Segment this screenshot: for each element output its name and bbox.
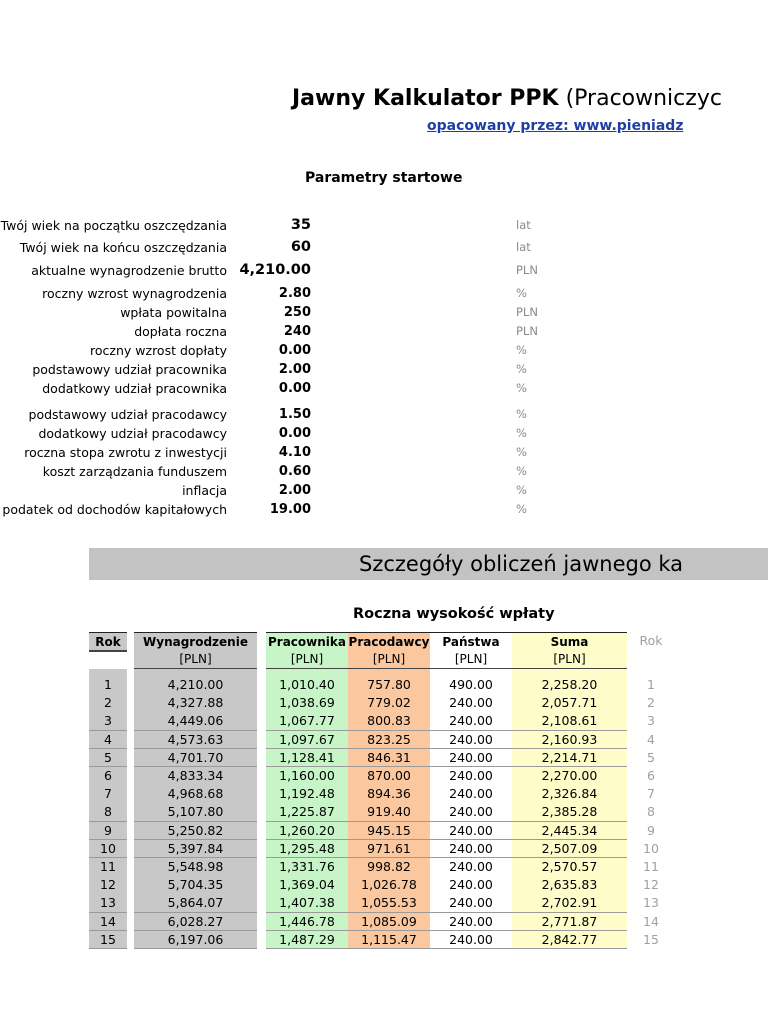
param-row <box>0 261 560 280</box>
column-header: Suma <box>512 633 627 652</box>
section-title: Szczegóły obliczeń jawnego ka <box>359 552 684 576</box>
table-cell: 1,067.77 <box>266 712 348 731</box>
table-cell: 1,010.40 <box>266 676 348 695</box>
table-cell: 1,085.09 <box>348 913 430 932</box>
param-label: roczny wzrost dopłaty <box>90 343 227 358</box>
table-cell: 1,225.87 <box>266 803 348 822</box>
column-spacer <box>512 669 627 676</box>
table-cell: 998.82 <box>348 858 430 877</box>
table-heading: Roczna wysokość wpłaty <box>353 606 555 622</box>
table-cell: 240.00 <box>430 876 512 895</box>
row-year-right: 1 <box>647 677 655 692</box>
column-spacer <box>430 669 512 676</box>
param-value[interactable]: 35 <box>290 217 311 233</box>
column-unit: [PLN] <box>512 650 627 669</box>
column-unit: [PLN] <box>430 650 512 669</box>
table-cell: 240.00 <box>430 894 512 913</box>
param-row <box>0 443 560 462</box>
table-cell: 240.00 <box>430 803 512 822</box>
table-cell: 1,160.00 <box>266 767 348 786</box>
param-unit: % <box>516 502 527 516</box>
table-cell: 2,258.20 <box>512 676 627 695</box>
column-unit: [PLN] <box>348 650 430 669</box>
table-cell: 6 <box>89 767 127 786</box>
row-year-right: 13 <box>643 895 659 911</box>
param-unit: % <box>516 362 527 376</box>
table-cell: 2,635.83 <box>512 876 627 895</box>
param-row <box>0 341 560 360</box>
table-cell: 10 <box>89 840 127 859</box>
table-cell: 240.00 <box>430 749 512 768</box>
param-label: dodatkowy udział pracodawcy <box>38 426 227 441</box>
column-header: Rok <box>89 633 127 652</box>
table-cell: 2,570.57 <box>512 858 627 877</box>
table-cell: 5,250.82 <box>134 822 257 841</box>
column-unit <box>89 650 127 651</box>
table-cell: 240.00 <box>430 731 512 750</box>
table-cell: 1,192.48 <box>266 785 348 804</box>
row-year-right: 2 <box>647 695 655 711</box>
column-spacer <box>266 669 348 676</box>
param-label: koszt zarządzania funduszem <box>42 464 227 479</box>
table-cell: 1,487.29 <box>266 931 348 950</box>
table-cell: 240.00 <box>430 712 512 731</box>
table-cell: 7 <box>89 785 127 804</box>
param-label: podstawowy udział pracodawcy <box>28 407 227 422</box>
param-row <box>0 322 560 341</box>
table-cell: 240.00 <box>430 858 512 877</box>
table-cell: 2 <box>89 694 127 713</box>
row-year-right: 7 <box>647 786 655 802</box>
param-label: wpłata powitalna <box>120 305 227 320</box>
row-year-right: 8 <box>647 804 655 820</box>
param-unit: % <box>516 483 527 497</box>
table-cell: 1,128.41 <box>266 749 348 768</box>
table-cell: 4,968.68 <box>134 785 257 804</box>
param-label: aktualne wynagrodzenie brutto <box>31 263 227 278</box>
column-unit: [PLN] <box>266 650 348 669</box>
table-cell: 2,160.93 <box>512 731 627 750</box>
param-value[interactable]: 4,210.00 <box>239 262 311 278</box>
table-cell: 2,702.91 <box>512 894 627 913</box>
param-unit: % <box>516 426 527 440</box>
table-cell: 1,369.04 <box>266 876 348 895</box>
row-year-right: 11 <box>643 859 659 874</box>
table-cell: 2,057.71 <box>512 694 627 713</box>
table-cell: 1,446.78 <box>266 913 348 932</box>
table-cell: 823.25 <box>348 731 430 750</box>
table-cell: 846.31 <box>348 749 430 768</box>
param-value[interactable]: 19.00 <box>269 502 311 517</box>
table-cell: 1,407.38 <box>266 894 348 913</box>
table-cell: 3 <box>89 712 127 731</box>
table-cell: 9 <box>89 822 127 841</box>
column-spacer <box>348 669 430 676</box>
table-cell: 4,327.88 <box>134 694 257 713</box>
param-row <box>0 216 560 235</box>
title-bold: Jawny Kalkulator PPK <box>292 86 559 111</box>
param-unit: lat <box>516 218 531 232</box>
param-label: roczna stopa zwrotu z inwestycji <box>24 445 227 460</box>
table-cell: 490.00 <box>430 676 512 695</box>
param-unit: % <box>516 381 527 395</box>
param-row <box>0 405 560 424</box>
param-row <box>0 238 560 257</box>
table-cell: 8 <box>89 803 127 822</box>
row-year-right: 4 <box>647 731 655 747</box>
param-unit: % <box>516 286 527 300</box>
table-cell: 240.00 <box>430 840 512 859</box>
param-value[interactable]: 240 <box>283 324 311 339</box>
row-year-right: 9 <box>647 822 655 838</box>
table-cell: 12 <box>89 876 127 895</box>
table-cell: 2,326.84 <box>512 785 627 804</box>
table-cell: 757.80 <box>348 676 430 695</box>
param-value[interactable]: 4.10 <box>278 445 311 460</box>
table-cell: 5,397.84 <box>134 840 257 859</box>
param-unit: % <box>516 343 527 357</box>
table-cell: 5,107.80 <box>134 803 257 822</box>
table-cell: 15 <box>89 931 127 950</box>
param-value[interactable]: 0.00 <box>278 426 311 441</box>
table-cell: 14 <box>89 913 127 932</box>
table-cell: 5,704.35 <box>134 876 257 895</box>
row-year-right: 3 <box>647 713 655 729</box>
table-cell: 1,331.76 <box>266 858 348 877</box>
table-cell: 240.00 <box>430 767 512 786</box>
param-row <box>0 424 560 443</box>
param-label: inflacja <box>182 483 227 498</box>
param-value[interactable]: 2.00 <box>278 362 311 377</box>
column-header-rok-right: Rok <box>639 633 663 648</box>
table-cell: 894.36 <box>348 785 430 804</box>
table-cell: 1,295.48 <box>266 840 348 859</box>
row-year-right: 10 <box>643 840 659 856</box>
table-cell: 5 <box>89 749 127 768</box>
param-value[interactable]: 2.80 <box>278 286 311 301</box>
param-label: dodatkowy udział pracownika <box>42 381 227 396</box>
table-cell: 5,548.98 <box>134 858 257 877</box>
title-row <box>0 84 722 118</box>
param-unit: PLN <box>516 324 538 338</box>
table-cell: 1,115.47 <box>348 931 430 950</box>
table-cell: 2,385.28 <box>512 803 627 822</box>
table-cell: 2,214.71 <box>512 749 627 768</box>
table-cell: 2,507.09 <box>512 840 627 859</box>
table-cell: 240.00 <box>430 931 512 950</box>
row-year-right: 15 <box>643 931 659 947</box>
table-cell: 4,210.00 <box>134 676 257 695</box>
param-value[interactable]: 60 <box>290 239 311 255</box>
row-year-right: 5 <box>647 749 655 765</box>
table-cell: 240.00 <box>430 694 512 713</box>
table-cell: 1,260.20 <box>266 822 348 841</box>
param-unit: PLN <box>516 263 538 277</box>
param-value[interactable]: 0.60 <box>278 464 311 479</box>
param-value[interactable]: 2.00 <box>278 483 311 498</box>
table-cell: 1,026.78 <box>348 876 430 895</box>
param-row <box>0 379 560 398</box>
param-row <box>0 303 560 322</box>
table-cell: 240.00 <box>430 913 512 932</box>
param-row <box>0 462 560 481</box>
column-header: Wynagrodzenie <box>134 633 257 652</box>
table-cell: 6,197.06 <box>134 931 257 950</box>
table-cell: 240.00 <box>430 785 512 804</box>
table-cell: 800.83 <box>348 712 430 731</box>
column-header: Pracownika <box>266 633 348 652</box>
param-unit: % <box>516 407 527 421</box>
table-cell: 2,445.34 <box>512 822 627 841</box>
param-unit: lat <box>516 240 531 254</box>
table-cell: 779.02 <box>348 694 430 713</box>
column-header: Pracodawcy <box>348 633 430 652</box>
author-link[interactable]: opacowany przez: www.pieniadz <box>427 118 684 134</box>
table-cell: 2,771.87 <box>512 913 627 932</box>
column-spacer <box>134 669 257 676</box>
table-cell: 4,449.06 <box>134 712 257 731</box>
param-value[interactable]: 250 <box>283 305 311 320</box>
param-label: roczny wzrost wynagrodzenia <box>42 286 227 301</box>
table-cell: 2,270.00 <box>512 767 627 786</box>
table-cell: 4,573.63 <box>134 731 257 750</box>
param-label: Twój wiek na początku oszczędzania <box>0 218 227 233</box>
table-cell: 1,055.53 <box>348 894 430 913</box>
param-label: Twój wiek na końcu oszczędzania <box>19 240 227 255</box>
params-heading: Parametry startowe <box>305 170 463 186</box>
table-cell: 971.61 <box>348 840 430 859</box>
table-cell: 5,864.07 <box>134 894 257 913</box>
column-spacer <box>89 669 127 676</box>
table-cell: 2,842.77 <box>512 931 627 950</box>
param-unit: PLN <box>516 305 538 319</box>
param-unit: % <box>516 445 527 459</box>
param-value[interactable]: 0.00 <box>278 381 311 396</box>
table-cell: 13 <box>89 894 127 913</box>
table-cell: 4,701.70 <box>134 749 257 768</box>
param-value[interactable]: 0.00 <box>278 343 311 358</box>
table-cell: 945.15 <box>348 822 430 841</box>
param-label: dopłata roczna <box>134 324 227 339</box>
param-unit: % <box>516 464 527 478</box>
title-rest: (Pracowniczyc <box>565 86 722 111</box>
table-cell: 1 <box>89 676 127 695</box>
row-year-right: 14 <box>643 913 659 929</box>
table-cell: 2,108.61 <box>512 712 627 731</box>
row-year-right: 6 <box>647 768 655 783</box>
column-header: Państwa <box>430 633 512 652</box>
param-row <box>0 481 560 500</box>
table-cell: 870.00 <box>348 767 430 786</box>
row-year-right: 12 <box>643 877 659 893</box>
column-unit: [PLN] <box>134 650 257 669</box>
link-row <box>0 116 684 138</box>
table-cell: 240.00 <box>430 822 512 841</box>
param-row <box>0 284 560 303</box>
param-row <box>0 500 560 519</box>
page-title <box>292 84 722 114</box>
param-label: podstawowy udział pracownika <box>32 362 227 377</box>
table-cell: 4,833.34 <box>134 767 257 786</box>
table-cell: 1,038.69 <box>266 694 348 713</box>
table-cell: 1,097.67 <box>266 731 348 750</box>
param-value[interactable]: 1.50 <box>278 407 311 422</box>
table-cell: 6,028.27 <box>134 913 257 932</box>
param-row <box>0 360 560 379</box>
section-bar <box>89 548 768 580</box>
table-cell: 919.40 <box>348 803 430 822</box>
table-cell: 4 <box>89 731 127 750</box>
param-label: podatek od dochodów kapitałowych <box>2 502 227 517</box>
table-cell: 11 <box>89 858 127 877</box>
